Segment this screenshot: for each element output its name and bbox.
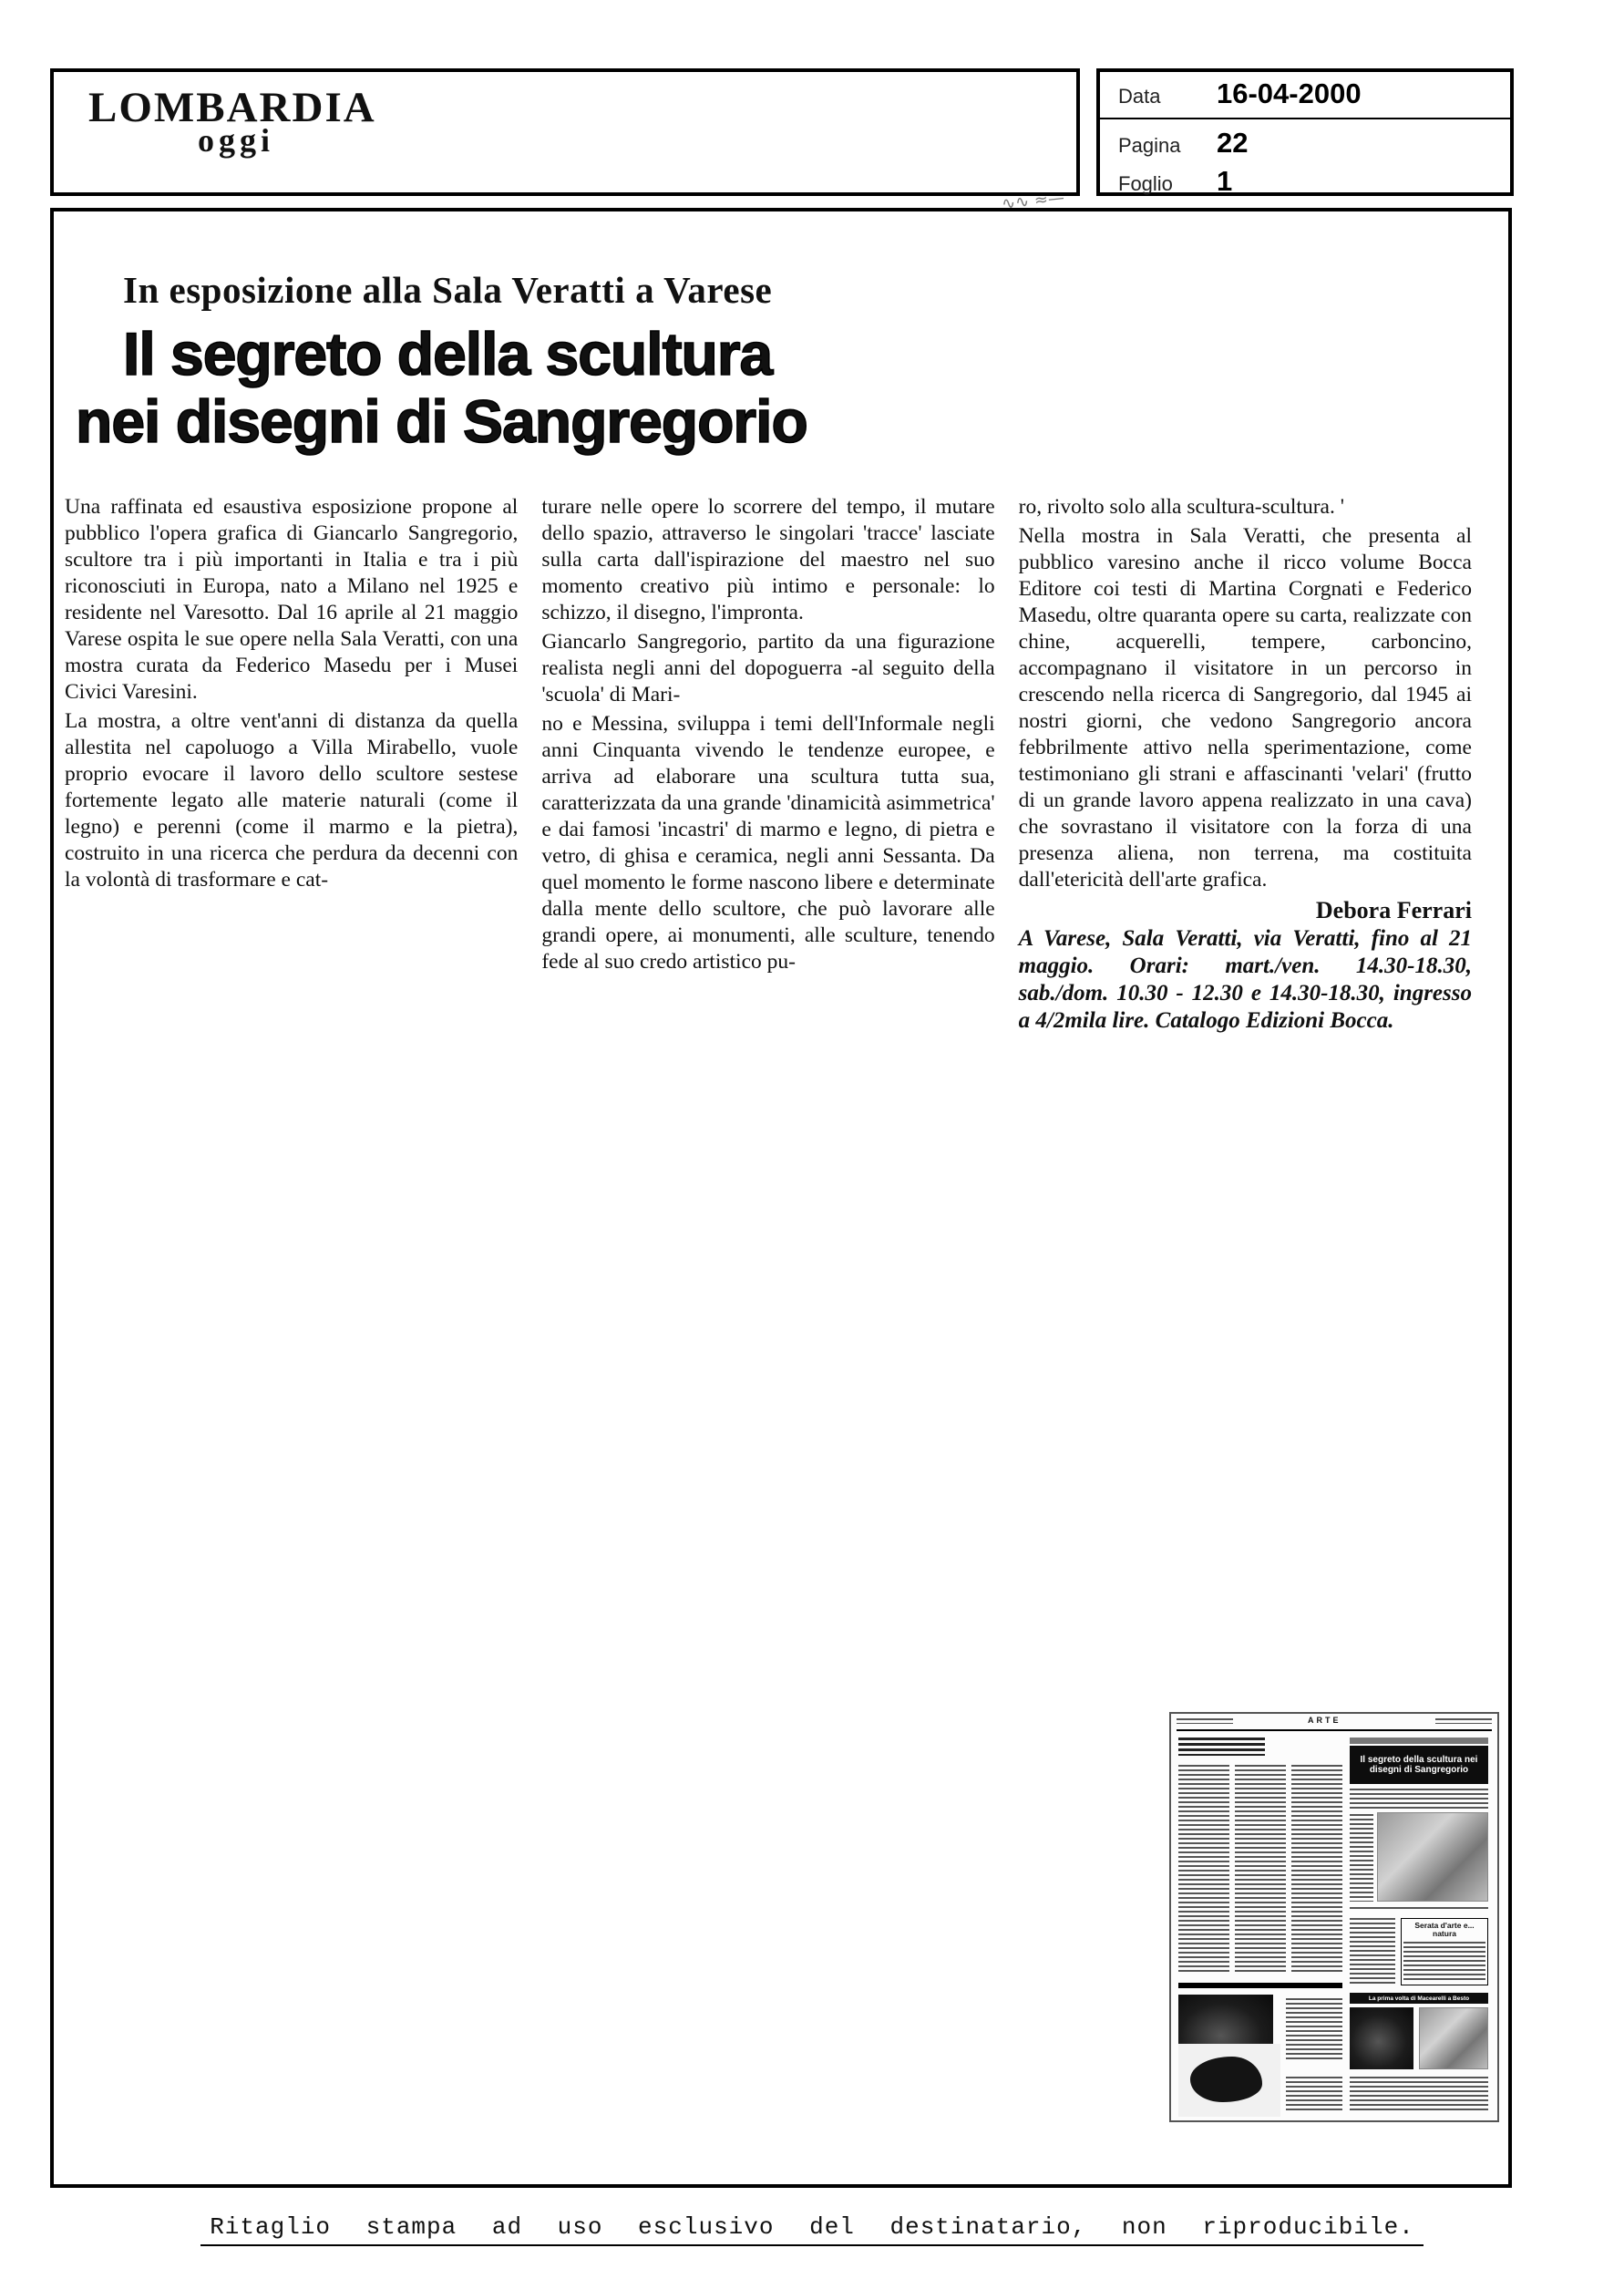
thumb-kicker-bar [1350, 1738, 1488, 1744]
thumb-header-bar-right [1435, 1718, 1492, 1724]
thumb-header-bar-left [1177, 1718, 1233, 1724]
thumb-text-beside-box [1350, 1918, 1395, 1985]
thumb-photo-blob [1178, 2044, 1280, 2117]
thumb-text-col-2 [1235, 1765, 1286, 1975]
thumb-left-heading [1178, 1738, 1265, 1756]
article [54, 188, 1508, 1035]
thumb-text-col-3 [1291, 1765, 1342, 1975]
article-column-1: Una raffinata ed esaustiva esposizione propone al pubblico l'opera grafica di Giancarlo Sangregorio, scultore tra i più importanti in Italia e tra i più riconosciuti in Europa, nato a Milano nel 1925 e residente nel Varesotto. Dal 16 aprile al 21 maggio Varese ospita le sue opere nella Sala Veratti, con una mostra curata da Federico Masedu per i Musei Civici Varesini. La mostra, a oltre vent'anni di distanza da quella allestita nel capoluogo a Villa Mirabello, vuole proprio evocare il lavoro dello scultore sestese fortemente legato alle materie naturali (come il legno) e perenni (come il marmo e la pietra), costruito in una ricerca che perdura da decenni con la volontà di trasformare e cat- [65, 494, 519, 892]
thumb-bottom-bar: La prima volta di Macearelli a Besto [1350, 1993, 1488, 2004]
footer-disclaimer: Ritaglio stampa ad uso esclusivo del destinatario, non riproducibile. [200, 2213, 1424, 2246]
headline-line2: nei disegni di Sangregorio [76, 387, 807, 455]
date-value: 16-04-2000 [1217, 77, 1362, 109]
clipping-meta-box [1096, 68, 1514, 196]
page-thumbnail [1169, 1712, 1499, 2122]
thumb-top-rule [1177, 1729, 1492, 1731]
thumb-section-label: ARTE [1308, 1716, 1341, 1725]
article-kicker: In esposizione alla Sala Veratti a Varese [123, 269, 773, 311]
page-label: Pagina [1118, 134, 1181, 157]
newspaper-logo: LOMBARDIA [88, 84, 376, 131]
footer [0, 2213, 1624, 2241]
page-value: 22 [1217, 127, 1249, 159]
article-column-2: turare nelle opere lo scorrere del tempo, il mutare dello spazio, attraverso le singolari 'tracce' lasciate sulla carta dall'ispirazione del maestro nel suo momento creativo più intimo e personale: lo schizzo, il disegno, l'impronta. Giancarlo Sangregorio, partito da una figurazione realista negli anni del dopoguerra -al seguito della 'scuola' di Mari- no e Messina, sviluppa i temi dell'Informale negli anni Cinquanta vivendo le tendenze europee, e arriva ad elaborare una scultura tutta sua, caratterizzata da una grande 'dinamicità asimmetrica' e dai famosi 'incastri' di marmo e legno, di pietra e vetro, di ghisa e ceramica, negli anni Sessanta. Da quel momento le forme nascono libere e determinate dalla mente dello scultore, che può lavorare alle grandi opere, ai monumenti, alle sculture, tenendo fede al suo credo artistico pu- [541, 494, 995, 974]
thumb-text-under-headline [1350, 1789, 1488, 1809]
meta-row-date [1100, 72, 1510, 119]
sheet-label: Foglio [1118, 172, 1173, 195]
meta-row-sheet [1100, 160, 1510, 198]
thumb-headline: Il segreto della scultura nei disegni di Sangregorio [1350, 1746, 1488, 1784]
thumb-serata-box [1401, 1918, 1488, 1985]
meta-row-page [1100, 121, 1510, 160]
thumb-mid-caption [1178, 1983, 1342, 1988]
article-columns [65, 494, 1472, 1035]
thumb-text-beside-photo [1350, 1814, 1373, 1902]
article-box [50, 188, 1512, 2188]
thumb-serata-title: Serata d'arte e... natura [1414, 1921, 1475, 1939]
masthead-box [50, 68, 1080, 196]
thumb-photo-bottom-2 [1419, 2007, 1488, 2069]
sheet-value: 1 [1217, 165, 1233, 197]
thumb-serata-text [1403, 1942, 1485, 1982]
thumb-photo-caption [1350, 1907, 1488, 1912]
date-label: Data [1118, 85, 1161, 108]
thumb-text-bottom-left [1286, 1998, 1342, 2062]
article-column-3 [1019, 494, 1472, 1035]
thumb-text-col-1 [1178, 1765, 1229, 1975]
thumb-text-bottom-mid [1286, 2077, 1342, 2113]
newspaper-logo-subtitle: oggi [198, 122, 275, 159]
headline-line1: Il segreto della scultura [123, 320, 773, 387]
thumb-text-bottom-right [1350, 2077, 1488, 2113]
thumb-photo-bottom-1 [1350, 2007, 1413, 2069]
article-column-3-text: ro, rivolto solo alla scultura-scultura. ' Nella mostra in Sala Veratti, che presenta al pubblico varesino anche il ricco volume Bocca Editore coi testi di Martina Corgnati e Federico Masedu, oltre quaranta opere su carta, realizzate con chine, acquerelli, tempere, carboncino, accompagnano il visitatore in un percorso in crescendo nella ricerca di Sangregorio, dal 1945 ai nostri giorni, che vedono Sangregorio ancora febbrilmente attivo nella sperimentazione, come testimoniano gli strani e affascinanti 'velari' (frutto di un grande lavoro appena realizzato in una cava) che sovrastano il visitatore con la forza di una presenza aliena, non terrena, ma costituita dall'etericità dell'arte grafica. [1018, 494, 1472, 892]
article-headline [76, 321, 1466, 456]
exhibition-info: A Varese, Sala Veratti, via Veratti, fino al 21 maggio. Orari: mart./ven. 14.30-18.30, sab./dom. 10.30 - 12.30 e 14.30-18.30, ingresso a 4/2mila lire. Catalogo Edizioni Bocca. [1018, 925, 1472, 1033]
byline: Debora Ferrari [1315, 896, 1472, 923]
pen-scribble: ∿∿ ≈— [1001, 188, 1065, 214]
thumb-sculpture-photo [1377, 1812, 1488, 1902]
